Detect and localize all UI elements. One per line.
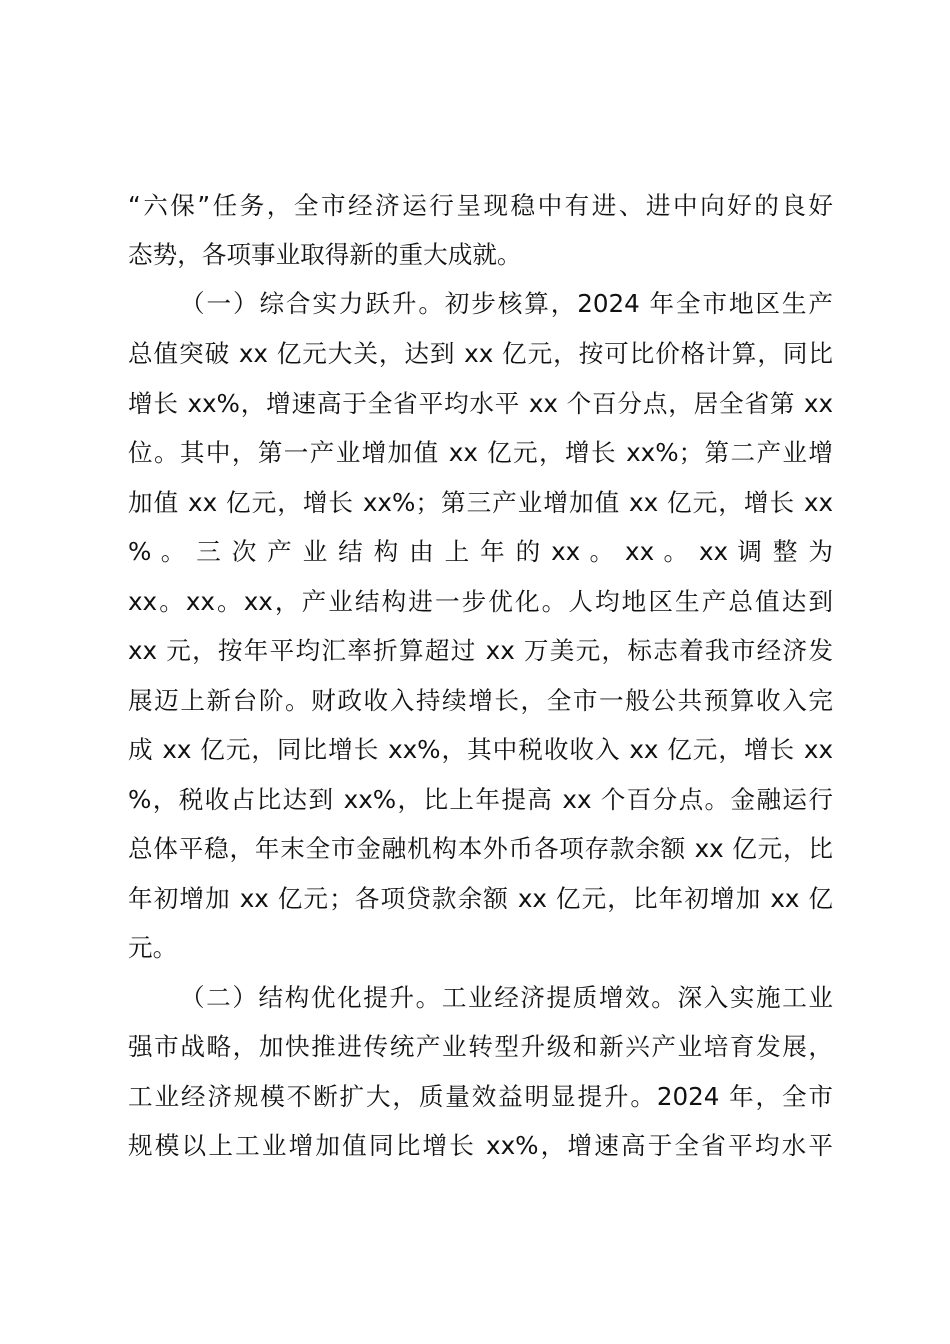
body-text-line: xx 元，按年平均汇率折算超过 xx 万美元，标志着我市经济发 <box>128 636 833 665</box>
body-text-line: 年初增加 xx 亿元；各项贷款余额 xx 亿元，比年初增加 xx 亿 <box>128 884 833 913</box>
body-text-line: %，税收占比达到 xx%，比上年提高 xx 个百分点。金融运行 <box>128 785 833 814</box>
body-text-line: 增长 xx%，增速高于全省平均水平 xx 个百分点，居全省第 xx <box>128 389 833 418</box>
body-text-line: 位。其中，第一产业增加值 xx 亿元，增长 xx%；第二产业增 <box>128 438 833 467</box>
body-text-line: “六保”任务，全市经济运行呈现稳中有进、进中向好的良好 <box>128 191 833 220</box>
body-text-line: xx。xx。xx，产业结构进一步优化。人均地区生产总值达到 <box>128 587 833 616</box>
body-text-line: 展迈上新台阶。财政收入持续增长，全市一般公共预算收入完 <box>128 686 833 715</box>
body-text-line: % 。 三 次 产 业 结 构 由 上 年 的 xx 。 xx 。 xx 调 整 为 <box>128 537 833 566</box>
body-text-line: 总体平稳，年末全市金融机构本外币各项存款余额 xx 亿元，比 <box>128 834 833 863</box>
body-text-line: 总值突破 xx 亿元大关，达到 xx 亿元，按可比价格计算，同比 <box>128 339 833 368</box>
body-text-line: 态势，各项事业取得新的重大成就。 <box>128 240 522 269</box>
body-text-line: 工业经济规模不断扩大，质量效益明显提升。2024 年，全市 <box>128 1082 833 1111</box>
body-text-line: 元。 <box>128 933 178 962</box>
body-text-line: 规模以上工业增加值同比增长 xx%，增速高于全省平均水平 <box>128 1131 833 1160</box>
body-text-line: 加值 xx 亿元，增长 xx%；第三产业增加值 xx 亿元，增长 xx <box>128 488 833 517</box>
body-text-line: 强市战略，加快推进传统产业转型升级和新兴产业培育发展， <box>128 1032 833 1061</box>
section-heading-line: （一）综合实力跃升。初步核算，2024 年全市地区生产 <box>180 289 833 318</box>
body-text-line: 成 xx 亿元，同比增长 xx%，其中税收收入 xx 亿元，增长 xx <box>128 735 833 764</box>
section-heading-line: （二）结构优化提升。工业经济提质增效。深入实施工业 <box>180 983 833 1012</box>
